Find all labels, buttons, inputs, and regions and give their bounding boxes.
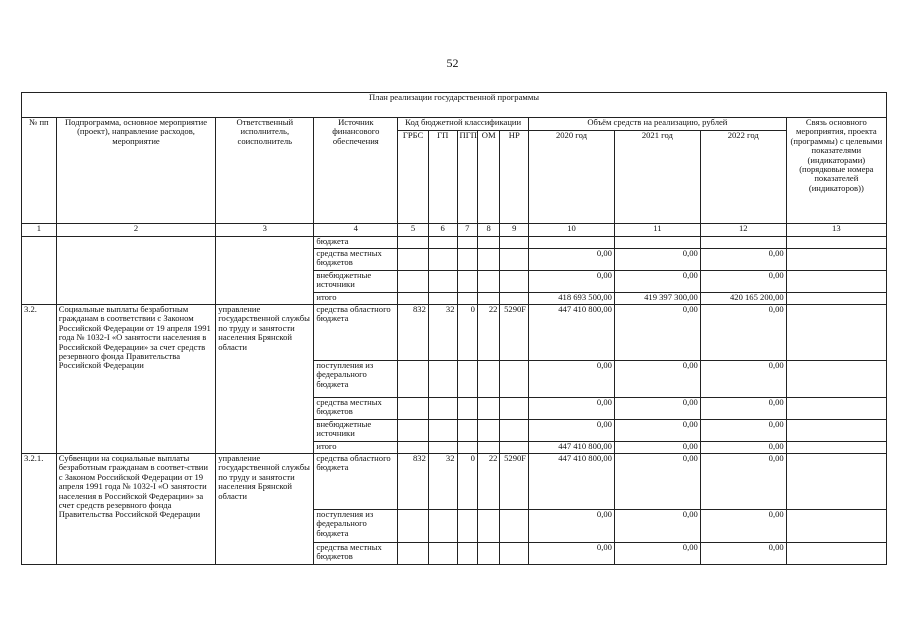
amount-2021: 0,00	[614, 398, 700, 420]
amount-2020: 447 410 800,00	[529, 454, 615, 510]
code-grbs	[398, 420, 429, 442]
header-2021: 2021 год	[614, 131, 700, 224]
amount-2022	[700, 237, 786, 249]
header-funds: Объём средств на реализацию, рублей	[529, 118, 787, 131]
column-number: 9	[500, 224, 529, 237]
amount-2022: 0,00	[700, 398, 786, 420]
table-row	[22, 237, 887, 249]
code-pgp	[457, 271, 477, 293]
code-pgp	[457, 361, 477, 398]
column-number: 1	[22, 224, 57, 237]
header-subprogram: Подпрограмма, основное мероприятие (проект), направление расходов, мероприятие	[56, 118, 216, 224]
code-gp	[428, 237, 457, 249]
code-gp: 32	[428, 305, 457, 361]
header-np: НР	[500, 131, 529, 224]
amount-2021: 0,00	[614, 420, 700, 442]
code-om: 22	[477, 305, 499, 361]
funding-source: средства местных бюджетов	[314, 543, 398, 565]
indicator-link	[786, 249, 886, 271]
code-np	[500, 361, 529, 398]
code-om: 22	[477, 454, 499, 510]
column-number: 3	[216, 224, 314, 237]
row-number: 3.2.1.	[22, 454, 57, 565]
header-executor: Ответственный исполнитель, соисполнитель	[216, 118, 314, 224]
code-gp	[428, 271, 457, 293]
amount-2020: 0,00	[529, 543, 615, 565]
funding-source: бюджета	[314, 237, 398, 249]
amount-2022: 0,00	[700, 249, 786, 271]
header-row-1	[22, 118, 887, 131]
indicator-link	[786, 398, 886, 420]
amount-2022: 0,00	[700, 442, 786, 454]
amount-2022: 0,00	[700, 420, 786, 442]
header-om: ОМ	[477, 131, 499, 224]
amount-2021: 0,00	[614, 510, 700, 543]
header-budget-code: Код бюджетной классификации	[398, 118, 529, 131]
amount-2022: 0,00	[700, 305, 786, 361]
amount-2020: 0,00	[529, 398, 615, 420]
code-np	[500, 442, 529, 454]
code-om	[477, 237, 499, 249]
column-number: 12	[700, 224, 786, 237]
funding-source: итого	[314, 293, 398, 305]
code-np: 5290F	[500, 454, 529, 510]
amount-2022: 0,00	[700, 454, 786, 510]
amount-2022: 0,00	[700, 361, 786, 398]
indicator-link	[786, 361, 886, 398]
code-pgp	[457, 237, 477, 249]
amount-2020: 0,00	[529, 420, 615, 442]
code-pgp	[457, 398, 477, 420]
header-2020: 2020 год	[529, 131, 615, 224]
row-description: Социальные выплаты безработным гражданам в соответствии с Законом Российской Федерации от 19 апреля 1991 года № 1032-I «О занятости населения в Российской Федерации» за счет средств резервного фонда Правительства Российской Федерации	[56, 305, 216, 454]
column-number: 6	[428, 224, 457, 237]
row-description: Субвенции на социальные выплаты безработным гражданам в соответ-ствии с Законом Российской Федерации от 19 апреля 1991 года № 1032-I «О занятости населения в Российской Федерации» за счет средств резервного фонда Правительства Российской Федерации	[56, 454, 216, 565]
code-pgp: 0	[457, 454, 477, 510]
amount-2021: 419 397 300,00	[614, 293, 700, 305]
funding-source: поступления из федерального бюджета	[314, 510, 398, 543]
funding-source: внебюджетные источники	[314, 271, 398, 293]
code-grbs	[398, 398, 429, 420]
indicator-link	[786, 271, 886, 293]
code-om	[477, 361, 499, 398]
code-grbs	[398, 271, 429, 293]
funding-source: поступления из федерального бюджета	[314, 361, 398, 398]
amount-2020: 0,00	[529, 249, 615, 271]
code-grbs	[398, 361, 429, 398]
row-executor: управление государственной службы по труду и занятости населения Брянской области	[216, 454, 314, 565]
code-pgp	[457, 510, 477, 543]
code-np	[500, 249, 529, 271]
funding-source: внебюджетные источники	[314, 420, 398, 442]
code-om	[477, 420, 499, 442]
funding-source: средства областного бюджета	[314, 454, 398, 510]
amount-2020: 0,00	[529, 361, 615, 398]
code-pgp	[457, 420, 477, 442]
indicator-link	[786, 442, 886, 454]
code-grbs	[398, 249, 429, 271]
header-2022: 2022 год	[700, 131, 786, 224]
header-grbs: ГРБС	[398, 131, 429, 224]
table-row	[22, 305, 887, 361]
funding-source: средства областного бюджета	[314, 305, 398, 361]
code-np	[500, 271, 529, 293]
code-np	[500, 293, 529, 305]
code-grbs: 832	[398, 454, 429, 510]
header-source: Источник финансового обеспечения	[314, 118, 398, 224]
row-number	[22, 237, 57, 305]
code-gp: 32	[428, 454, 457, 510]
code-pgp	[457, 249, 477, 271]
code-grbs	[398, 543, 429, 565]
code-gp	[428, 293, 457, 305]
column-number: 13	[786, 224, 886, 237]
indicator-link	[786, 293, 886, 305]
amount-2020: 447 410 800,00	[529, 305, 615, 361]
amount-2022: 420 165 200,00	[700, 293, 786, 305]
column-numbers-row	[22, 224, 887, 237]
code-np: 5290F	[500, 305, 529, 361]
indicator-link	[786, 454, 886, 510]
code-np	[500, 510, 529, 543]
amount-2021	[614, 237, 700, 249]
indicator-link	[786, 510, 886, 543]
column-number: 2	[56, 224, 216, 237]
row-number: 3.2.	[22, 305, 57, 454]
table-title: План реализации государственной программы	[22, 93, 887, 118]
funding-source: средства местных бюджетов	[314, 398, 398, 420]
table-row	[22, 454, 887, 510]
amount-2020: 418 693 500,00	[529, 293, 615, 305]
column-number: 4	[314, 224, 398, 237]
code-np	[500, 543, 529, 565]
table-title-row	[22, 93, 887, 118]
amount-2022: 0,00	[700, 510, 786, 543]
code-om	[477, 249, 499, 271]
program-plan-table	[21, 92, 887, 565]
amount-2021: 0,00	[614, 249, 700, 271]
amount-2021: 0,00	[614, 442, 700, 454]
column-number: 11	[614, 224, 700, 237]
amount-2021: 0,00	[614, 271, 700, 293]
amount-2021: 0,00	[614, 543, 700, 565]
code-np	[500, 420, 529, 442]
row-executor	[216, 237, 314, 305]
code-gp	[428, 361, 457, 398]
amount-2020: 447 410 800,00	[529, 442, 615, 454]
code-om	[477, 543, 499, 565]
code-pgp	[457, 293, 477, 305]
header-num: № пп	[22, 118, 57, 224]
header-pgp: ПГП	[457, 131, 477, 224]
code-grbs: 832	[398, 305, 429, 361]
code-om	[477, 398, 499, 420]
code-grbs	[398, 293, 429, 305]
funding-source: итого	[314, 442, 398, 454]
amount-2022: 0,00	[700, 271, 786, 293]
code-gp	[428, 249, 457, 271]
code-np	[500, 398, 529, 420]
row-executor: управление государственной службы по труду и занятости населения Брянской области	[216, 305, 314, 454]
indicator-link	[786, 543, 886, 565]
column-number: 10	[529, 224, 615, 237]
indicator-link	[786, 420, 886, 442]
amount-2021: 0,00	[614, 454, 700, 510]
header-gp: ГП	[428, 131, 457, 224]
code-np	[500, 237, 529, 249]
code-gp	[428, 398, 457, 420]
code-om	[477, 293, 499, 305]
row-description	[56, 237, 216, 305]
column-number: 5	[398, 224, 429, 237]
indicator-link	[786, 237, 886, 249]
funding-source: средства местных бюджетов	[314, 249, 398, 271]
code-gp	[428, 543, 457, 565]
code-pgp	[457, 543, 477, 565]
code-grbs	[398, 237, 429, 249]
code-pgp: 0	[457, 305, 477, 361]
amount-2020	[529, 237, 615, 249]
column-number: 8	[477, 224, 499, 237]
amount-2020: 0,00	[529, 271, 615, 293]
code-om	[477, 442, 499, 454]
column-number: 7	[457, 224, 477, 237]
code-gp	[428, 442, 457, 454]
amount-2021: 0,00	[614, 305, 700, 361]
code-gp	[428, 510, 457, 543]
amount-2021: 0,00	[614, 361, 700, 398]
code-om	[477, 510, 499, 543]
header-link: Связь основного мероприятия, проекта (программы) с целевыми показателями (индикаторами) (порядковые номера показателей (индикаторов))	[786, 118, 886, 224]
code-pgp	[457, 442, 477, 454]
code-grbs	[398, 442, 429, 454]
code-om	[477, 271, 499, 293]
code-gp	[428, 420, 457, 442]
page-number: 52	[446, 56, 459, 70]
amount-2020: 0,00	[529, 510, 615, 543]
amount-2022: 0,00	[700, 543, 786, 565]
code-grbs	[398, 510, 429, 543]
indicator-link	[786, 305, 886, 361]
